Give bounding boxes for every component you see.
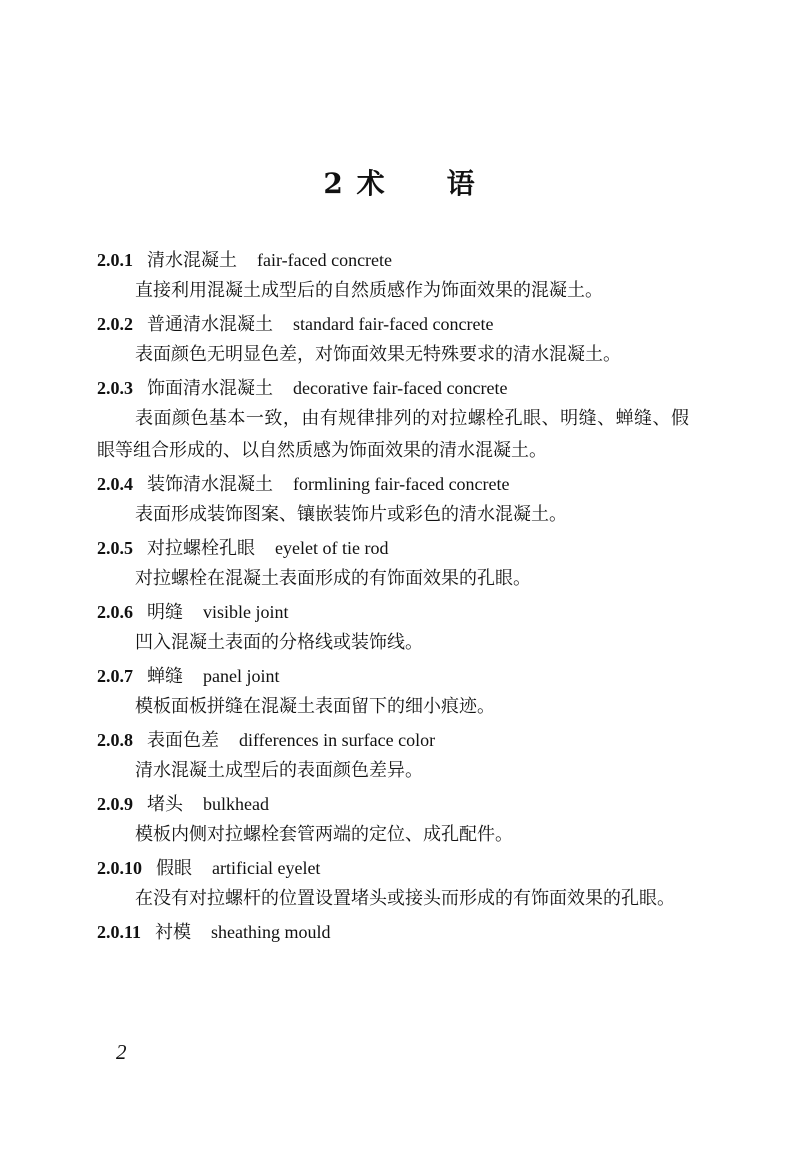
- term-definition: 清水混凝土成型后的表面颜色差异。: [135, 760, 423, 781]
- term-heading: [97, 597, 697, 627]
- term-english: fair-faced concrete: [257, 250, 393, 270]
- term-number: 2.0.7: [97, 666, 133, 686]
- term-chinese: 堵头: [147, 794, 183, 815]
- term-english: standard fair-faced concrete: [293, 314, 494, 334]
- term-chinese: 蝉缝: [147, 666, 183, 687]
- term-chinese: 衬模: [155, 922, 192, 943]
- term-definition: 凹入混凝土表面的分格线或装饰线。: [135, 632, 423, 653]
- term-list: [97, 245, 697, 947]
- term-english: decorative fair-faced concrete: [293, 378, 508, 398]
- page-number: 2: [116, 1040, 127, 1064]
- term-number: 2.0.8: [97, 730, 133, 750]
- term-english: bulkhead: [203, 794, 269, 814]
- term-chinese: 表面色差: [147, 730, 219, 751]
- term-number: 2.0.1: [97, 250, 133, 270]
- term-heading: [97, 725, 697, 755]
- term-heading: [97, 917, 697, 947]
- term-definition: 表面颜色基本一致，由有规律排列的对拉螺栓孔眼、明缝、蝉缝、假眼等组合形成的、以自然质感为饰面效果的清水混凝土。: [97, 408, 689, 461]
- term-chinese: 普通清水混凝土: [147, 314, 273, 335]
- term-definition: 模板面板拼缝在混凝土表面留下的细小痕迹。: [135, 696, 495, 717]
- term-definition: 表面颜色无明显色差，对饰面效果无特殊要求的清水混凝土。: [135, 344, 621, 365]
- term-english: artificial eyelet: [212, 858, 321, 878]
- term-number: 2.0.11: [97, 922, 142, 942]
- term-definition: 表面形成装饰图案、镶嵌装饰片或彩色的清水混凝土。: [135, 504, 567, 525]
- term-english: differences in surface color: [239, 730, 436, 750]
- term-definition: 模板内侧对拉螺栓套管两端的定位、成孔配件。: [135, 824, 513, 845]
- term-english: sheathing mould: [211, 922, 331, 942]
- term-number: 2.0.2: [97, 314, 133, 334]
- term-definition: 直接利用混凝土成型后的自然质感作为饰面效果的混凝土。: [135, 280, 603, 301]
- term-english: panel joint: [203, 666, 280, 686]
- term-number: 2.0.4: [97, 474, 133, 494]
- term-heading: [97, 533, 697, 563]
- term-heading: [97, 245, 697, 275]
- term-heading: [97, 309, 697, 339]
- term-chinese: 对拉螺栓孔眼: [147, 538, 255, 559]
- term-number: 2.0.3: [97, 378, 133, 398]
- term-number: 2.0.5: [97, 538, 133, 558]
- term-english: eyelet of tie rod: [275, 538, 389, 558]
- term-heading: [97, 469, 697, 499]
- term-heading: [97, 373, 697, 403]
- term-number: 2.0.6: [97, 602, 133, 622]
- term-number: 2.0.10: [97, 858, 142, 878]
- term-definition: 在没有对拉螺杆的位置设置堵头或接头而形成的有饰面效果的孔眼。: [135, 888, 675, 909]
- term-chinese: 明缝: [147, 602, 183, 623]
- term-english: formlining fair-faced concrete: [293, 474, 510, 494]
- term-heading: [97, 789, 697, 819]
- term-english: visible joint: [203, 602, 289, 622]
- term-definition: 对拉螺栓在混凝土表面形成的有饰面效果的孔眼。: [135, 568, 531, 589]
- term-chinese: 装饰清水混凝土: [147, 474, 273, 495]
- term-heading: [97, 661, 697, 691]
- term-number: 2.0.9: [97, 794, 133, 814]
- term-chinese: 饰面清水混凝土: [147, 378, 273, 399]
- term-heading: [97, 853, 697, 883]
- chapter-title: 2 术 语: [323, 167, 477, 200]
- term-chinese: 清水混凝土: [147, 250, 237, 271]
- term-chinese: 假眼: [156, 858, 192, 879]
